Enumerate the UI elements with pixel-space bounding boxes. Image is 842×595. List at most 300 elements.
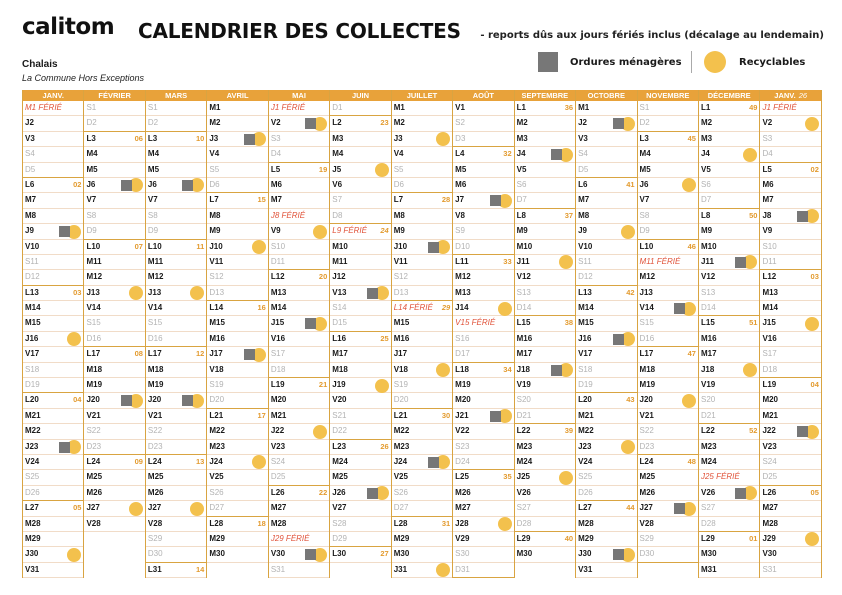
day-label: M7 xyxy=(25,195,37,205)
day-label: D27 xyxy=(209,503,225,513)
day-cell xyxy=(638,393,698,408)
day-label: L17 xyxy=(147,349,162,359)
day-cell xyxy=(576,116,636,131)
day-label: L14 FÉRIÉ xyxy=(393,303,433,313)
day-label: V28 xyxy=(639,518,654,528)
day-label: M9 xyxy=(209,226,221,236)
day-cell xyxy=(760,132,820,147)
day-cell xyxy=(84,517,144,532)
ordures-menageres-square-icon xyxy=(490,411,501,422)
day-label: M12 xyxy=(639,272,656,282)
recyclables-circle-icon xyxy=(682,178,696,192)
day-label: J3 xyxy=(209,133,219,143)
day-cell xyxy=(207,224,267,239)
day-label: S13 xyxy=(700,287,716,297)
day-cell xyxy=(146,301,206,316)
recyclables-circle-icon xyxy=(67,548,81,562)
day-cell xyxy=(515,240,575,255)
day-cell xyxy=(760,517,820,532)
recyclables-circle-icon xyxy=(190,502,204,516)
day-cell xyxy=(84,347,144,362)
day-label: V5 xyxy=(700,164,711,174)
day-label: D22 xyxy=(332,426,347,436)
ordures-menageres-square-icon xyxy=(613,549,624,560)
day-label: S10 xyxy=(762,241,777,251)
month-header xyxy=(453,90,513,101)
month-name: JUILLET xyxy=(406,91,438,100)
day-cell xyxy=(330,378,390,393)
day-label: L23 xyxy=(332,441,347,451)
day-label: J4 xyxy=(516,149,526,159)
day-label: D6 xyxy=(209,179,220,189)
month-header xyxy=(576,90,636,101)
day-label: M13 xyxy=(762,287,778,297)
day-cell xyxy=(392,363,452,378)
day-cell xyxy=(699,316,759,331)
holiday-day-cell xyxy=(392,301,452,316)
day-cell xyxy=(515,178,575,193)
day-cell xyxy=(269,547,329,562)
day-cell xyxy=(699,547,759,562)
day-label: D26 xyxy=(578,487,593,497)
day-label: S20 xyxy=(516,395,531,405)
day-label: L28 xyxy=(209,518,224,528)
recyclables-circle-icon xyxy=(621,225,635,239)
day-cell xyxy=(23,532,83,547)
day-cell xyxy=(392,316,452,331)
day-label: S26 xyxy=(393,487,408,497)
week-number: 45 xyxy=(687,133,696,143)
day-cell xyxy=(23,393,83,408)
day-label: M12 xyxy=(86,272,103,282)
day-label: M4 xyxy=(639,149,651,159)
recyclables-circle-icon xyxy=(743,148,757,162)
recyclables-circle-icon xyxy=(805,532,819,546)
day-label: J4 xyxy=(700,149,710,159)
day-cell xyxy=(84,378,144,393)
day-cell xyxy=(699,116,759,131)
day-cell xyxy=(515,532,575,547)
day-cell xyxy=(453,255,513,270)
day-cell xyxy=(576,501,636,516)
day-cell xyxy=(207,440,267,455)
day-label: M17 xyxy=(516,349,533,359)
day-cell xyxy=(515,393,575,408)
day-label: M1 xyxy=(393,103,405,112)
day-label: S26 xyxy=(209,487,224,497)
week-number: 48 xyxy=(687,456,696,466)
day-label: V25 xyxy=(209,472,224,482)
day-label: M16 xyxy=(209,333,225,343)
day-label: D24 xyxy=(455,456,470,466)
day-label: V14 xyxy=(86,303,101,313)
day-label: L3 xyxy=(86,133,96,143)
day-label: J29 xyxy=(762,533,776,543)
holiday-day-cell xyxy=(760,101,820,116)
day-label: S23 xyxy=(455,441,470,451)
holiday-day-cell xyxy=(23,101,83,116)
day-label: D1 xyxy=(332,103,343,112)
ordures-menageres-square-icon xyxy=(367,288,378,299)
day-label: V2 xyxy=(270,118,281,128)
recyclables-circle-icon xyxy=(313,225,327,239)
day-cell xyxy=(515,486,575,501)
month-column xyxy=(576,90,637,578)
day-label: M8 xyxy=(393,210,405,220)
day-label: V20 xyxy=(332,395,347,405)
day-label: M21 xyxy=(270,410,287,420)
month-header xyxy=(23,90,83,101)
day-label: L1 xyxy=(516,103,526,112)
day-cell xyxy=(760,240,820,255)
day-cell xyxy=(576,209,636,224)
day-label: M18 xyxy=(86,364,103,374)
day-cell xyxy=(84,270,144,285)
day-label: M1 xyxy=(578,103,590,112)
day-cell xyxy=(453,270,513,285)
week-number: 43 xyxy=(626,395,635,405)
day-cell xyxy=(392,286,452,301)
day-cell xyxy=(453,470,513,485)
day-cell xyxy=(146,563,206,578)
day-cell xyxy=(638,178,698,193)
day-label: L2 xyxy=(332,118,342,128)
day-cell xyxy=(23,301,83,316)
day-label: D11 xyxy=(270,256,285,266)
day-label: D12 xyxy=(578,272,593,282)
day-label: L6 xyxy=(578,179,588,189)
day-label: J22 xyxy=(270,426,285,436)
ordures-menageres-square-icon xyxy=(490,195,501,206)
day-cell xyxy=(760,332,820,347)
day-cell xyxy=(638,409,698,424)
page-title: CALENDRIER DES COLLECTES xyxy=(138,19,461,43)
day-label: D7 xyxy=(700,195,712,205)
day-label: M19 xyxy=(147,380,164,390)
day-label: M27 xyxy=(762,503,778,513)
day-label: L25 xyxy=(455,472,469,482)
week-number: 01 xyxy=(749,533,758,543)
day-cell xyxy=(392,224,452,239)
ordures-menageres-square-icon xyxy=(613,118,624,129)
day-cell xyxy=(576,286,636,301)
day-cell xyxy=(84,363,144,378)
week-number: 42 xyxy=(626,287,635,297)
month-name: JANV. xyxy=(774,91,796,100)
day-cell xyxy=(638,116,698,131)
day-label: S17 xyxy=(270,349,286,359)
day-cell xyxy=(84,147,144,162)
week-number: 29 xyxy=(441,303,451,313)
day-label: D15 xyxy=(332,318,347,328)
day-label: J15 xyxy=(270,318,285,328)
day-label: D26 xyxy=(25,487,40,497)
day-cell xyxy=(515,116,575,131)
day-cell xyxy=(699,209,759,224)
legend-ordures-menageres-label: Ordures ménagères xyxy=(570,57,682,68)
day-label: M18 xyxy=(332,364,348,374)
day-cell xyxy=(699,332,759,347)
week-number: 34 xyxy=(503,364,512,374)
page-subtitle: - reports dûs aux jours fériés inclus (décalage au lendemain) xyxy=(480,30,824,41)
day-cell xyxy=(576,132,636,147)
week-number: 39 xyxy=(564,426,574,436)
day-cell xyxy=(269,440,329,455)
day-label: L8 xyxy=(700,210,711,220)
day-cell xyxy=(699,517,759,532)
day-label: M15 xyxy=(209,318,225,328)
day-cell xyxy=(453,440,513,455)
day-cell xyxy=(146,409,206,424)
week-number: 30 xyxy=(441,410,451,420)
day-cell xyxy=(638,470,698,485)
day-label: S20 xyxy=(700,395,716,405)
day-label: M23 xyxy=(700,441,717,451)
month-name: JANV. xyxy=(42,91,64,100)
day-cell xyxy=(84,240,144,255)
day-cell xyxy=(330,470,390,485)
day-cell xyxy=(23,363,83,378)
month-year: 26 xyxy=(798,91,808,100)
day-label: S29 xyxy=(639,533,654,543)
day-cell xyxy=(699,532,759,547)
day-cell xyxy=(207,363,267,378)
day-label: D20 xyxy=(209,395,225,405)
day-cell xyxy=(330,255,390,270)
day-cell xyxy=(330,240,390,255)
day-cell xyxy=(760,363,820,378)
day-cell xyxy=(23,255,83,270)
day-cell xyxy=(576,532,636,547)
week-number: 06 xyxy=(134,133,143,143)
day-label: D12 xyxy=(25,272,40,282)
day-label: M25 xyxy=(332,472,348,482)
day-cell xyxy=(638,332,698,347)
day-label: D4 xyxy=(270,149,282,159)
day-cell xyxy=(269,517,329,532)
week-number: 44 xyxy=(626,503,635,513)
day-label: V24 xyxy=(25,456,40,466)
day-cell xyxy=(146,163,206,178)
day-label: M26 xyxy=(639,487,656,497)
day-cell xyxy=(392,563,452,578)
day-cell xyxy=(760,301,820,316)
day-label: M28 xyxy=(762,518,778,528)
day-cell xyxy=(269,393,329,408)
day-cell xyxy=(699,147,759,162)
day-cell xyxy=(638,224,698,239)
day-cell xyxy=(453,193,513,208)
day-cell xyxy=(23,547,83,562)
day-label: M8 xyxy=(25,210,37,220)
day-label: J6 xyxy=(639,179,649,189)
day-label: J24 xyxy=(209,456,223,466)
day-label: L12 xyxy=(270,272,285,282)
holiday-day-cell xyxy=(269,101,329,116)
day-label: D13 xyxy=(209,287,225,297)
day-cell xyxy=(269,255,329,270)
recyclables-circle-icon xyxy=(805,117,819,131)
day-label: V14 xyxy=(147,303,163,313)
day-cell xyxy=(638,517,698,532)
day-cell xyxy=(23,193,83,208)
day-cell xyxy=(515,209,575,224)
day-label: D21 xyxy=(700,410,716,420)
commune-exceptions-note: La Commune Hors Exceptions xyxy=(22,73,145,83)
ordures-menageres-square-icon xyxy=(367,488,378,499)
day-cell xyxy=(760,424,820,439)
day-cell xyxy=(699,163,759,178)
day-label: L17 xyxy=(86,349,101,359)
day-label: V18 xyxy=(393,364,408,374)
day-cell xyxy=(146,517,206,532)
day-cell xyxy=(84,163,144,178)
day-label: S5 xyxy=(209,164,220,174)
day-cell xyxy=(146,393,206,408)
day-label: M15 xyxy=(578,318,594,328)
day-label: V11 xyxy=(209,256,224,266)
day-label: D27 xyxy=(393,503,409,513)
ordures-menageres-square-icon xyxy=(797,426,808,437)
day-cell xyxy=(392,409,452,424)
day-cell xyxy=(638,347,698,362)
day-cell xyxy=(330,332,390,347)
day-cell xyxy=(330,147,390,162)
day-label: S30 xyxy=(455,549,470,559)
day-label: M20 xyxy=(270,395,287,405)
day-label: S15 xyxy=(86,318,101,328)
week-number: 05 xyxy=(73,503,82,513)
day-label: S7 xyxy=(332,195,343,205)
day-cell xyxy=(699,563,759,578)
day-label: L29 xyxy=(700,533,715,543)
month-column xyxy=(207,90,268,578)
day-cell xyxy=(576,332,636,347)
day-label: D5 xyxy=(578,164,589,174)
day-label: M22 xyxy=(209,426,225,436)
day-cell xyxy=(699,178,759,193)
day-cell xyxy=(699,347,759,362)
day-label: M29 xyxy=(578,533,594,543)
day-cell xyxy=(638,532,698,547)
day-cell xyxy=(576,163,636,178)
day-label: L24 xyxy=(639,456,654,466)
day-cell xyxy=(638,486,698,501)
day-label: M14 xyxy=(25,303,41,313)
day-label: M29 xyxy=(209,533,225,543)
day-cell xyxy=(699,286,759,301)
week-number: 03 xyxy=(810,272,819,282)
week-number: 18 xyxy=(257,518,266,528)
day-label: L5 xyxy=(762,164,772,174)
day-label: V14 xyxy=(639,303,654,313)
day-cell xyxy=(207,532,267,547)
day-cell xyxy=(453,486,513,501)
week-number: 17 xyxy=(257,410,266,420)
day-label: M20 xyxy=(455,395,471,405)
day-cell xyxy=(330,163,390,178)
holiday-day-cell xyxy=(269,532,329,547)
day-cell xyxy=(84,209,144,224)
day-label: L3 xyxy=(147,133,158,143)
week-number: 20 xyxy=(318,272,328,282)
day-label: V3 xyxy=(578,133,588,143)
day-cell xyxy=(330,501,390,516)
day-label: M17 xyxy=(700,349,717,359)
day-label: M31 xyxy=(700,564,717,574)
day-label: M14 xyxy=(578,303,594,313)
day-label: M3 xyxy=(516,133,528,143)
day-label: V31 xyxy=(578,564,593,574)
week-number: 04 xyxy=(810,380,819,390)
day-label: D2 xyxy=(639,118,650,128)
day-label: M10 xyxy=(516,241,533,251)
day-cell xyxy=(207,178,267,193)
day-cell xyxy=(207,332,267,347)
day-label: S12 xyxy=(393,272,408,282)
day-cell xyxy=(330,101,390,116)
day-label: L21 xyxy=(209,410,224,420)
day-label: M19 xyxy=(86,380,103,390)
day-label: M1 xyxy=(209,103,221,112)
day-cell xyxy=(576,363,636,378)
month-name: NOVEMBRE xyxy=(646,91,690,100)
week-number: 35 xyxy=(503,472,512,482)
day-cell xyxy=(207,193,267,208)
day-label: J17 xyxy=(209,349,223,359)
week-number: 27 xyxy=(380,549,389,559)
week-number: 28 xyxy=(441,195,451,205)
day-label: D10 xyxy=(455,241,470,251)
day-label: D20 xyxy=(393,395,409,405)
day-cell xyxy=(84,424,144,439)
day-label: L22 xyxy=(516,426,531,436)
day-cell xyxy=(392,255,452,270)
week-number: 02 xyxy=(810,164,819,174)
day-label: L13 xyxy=(25,287,39,297)
day-label: M29 xyxy=(25,533,41,543)
day-label: M14 xyxy=(270,303,287,313)
month-column xyxy=(638,90,699,578)
month-name: JUIN xyxy=(351,91,370,100)
day-cell xyxy=(207,209,267,224)
day-cell xyxy=(638,193,698,208)
day-cell xyxy=(515,224,575,239)
day-cell xyxy=(453,178,513,193)
day-label: V18 xyxy=(209,364,224,374)
day-label: J9 xyxy=(25,226,34,236)
day-cell xyxy=(146,455,206,470)
day-cell xyxy=(576,316,636,331)
week-number: 49 xyxy=(749,103,758,112)
day-label: L22 xyxy=(700,426,715,436)
day-label: M21 xyxy=(578,410,594,420)
day-label: J11 xyxy=(516,256,530,266)
day-label: L3 xyxy=(639,133,649,143)
ordures-menageres-square-icon xyxy=(551,365,562,376)
day-label: M6 xyxy=(762,179,774,189)
day-label: D14 xyxy=(700,303,716,313)
day-label: L1 xyxy=(700,103,711,112)
day-cell xyxy=(392,378,452,393)
day-cell xyxy=(146,424,206,439)
recyclables-circle-icon xyxy=(621,440,635,454)
day-cell xyxy=(453,424,513,439)
day-cell xyxy=(392,440,452,455)
day-label: J20 xyxy=(86,395,100,405)
day-cell xyxy=(699,193,759,208)
day-label: M28 xyxy=(270,518,287,528)
